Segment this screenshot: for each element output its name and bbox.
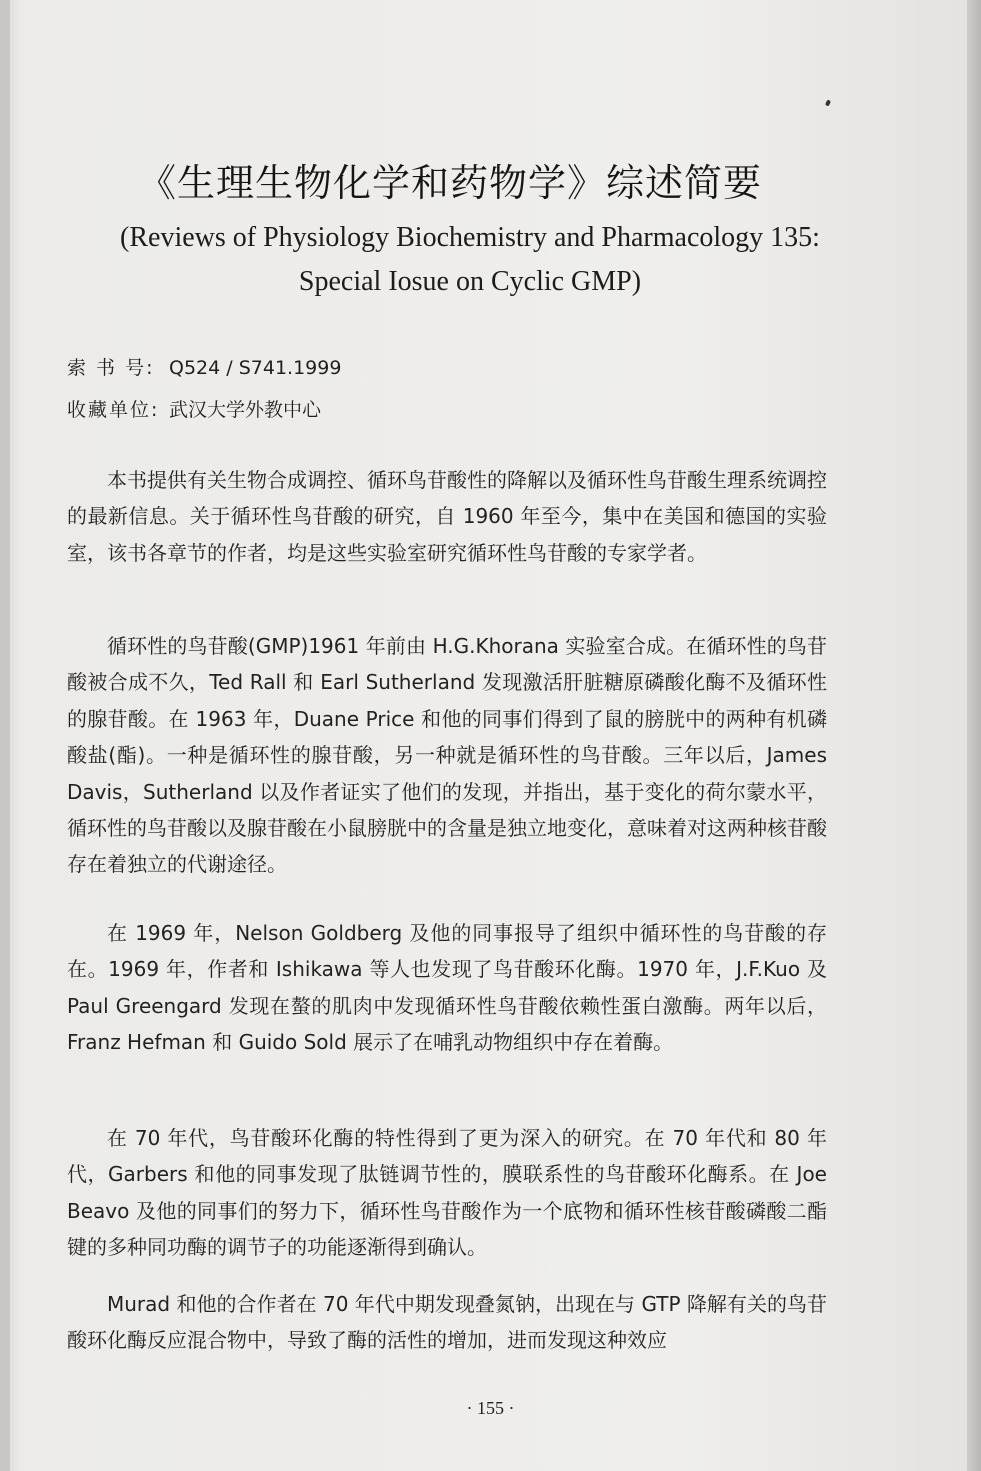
paragraph-1: 本书提供有关生物合成调控、循环鸟苷酸性的降解以及循环性鸟苷酸生理系统调控的最新信息。关于循环性鸟苷酸的研究，自 1960 年至今，集中在美国和德国的实验室，该书各章节的作者，均是这些实验室研究循环性鸟苷酸的专家学者。 xyxy=(67,468,827,565)
paragraph-2: 循环性的鸟苷酸(GMP)1961 年前由 H.G.Khorana 实验室合成。在循环性的鸟苷酸被合成不久，Ted Rall 和 Earl Sutherland 发现激活肝脏糖原磷酸化酶不及循环性的腺苷酸。在 1963 年，Duane Price 和他的同事们得到了鼠的膀胱中的两种有机磷酸盐(酯)。一种是循环性的腺苷酸，另一种就是循环性的鸟苷酸。三年以后，James Davis，Sutherland 以及作者证实了他们的发现，并指出，基于变化的荷尔蒙水平，循环性的鸟苷酸以及腺苷酸在小鼠膀胱中的含量是独立地变化，意味着对这两种核苷酸存在着独立的代谢途径。 xyxy=(67,634,827,877)
paragraph-5: Murad 和他的合作者在 70 年代中期发现叠氮钠，出现在与 GTP 降解有关的鸟苷酸环化酶反应混合物中，导致了酶的活性的增加，进而发现这种效应 xyxy=(67,1292,827,1353)
chinese-title: 《生理生物化学和药物学》综述简要 xyxy=(137,161,762,205)
collection-row xyxy=(67,395,321,422)
call-number-label: 索 书 号: xyxy=(67,357,155,379)
binding-shadow xyxy=(0,0,10,1471)
collection-value: 武汉大学外教中心 xyxy=(169,399,322,421)
page-number: · 155 · xyxy=(466,1398,515,1418)
collection-label: 收藏单位: xyxy=(67,399,160,421)
english-title xyxy=(20,216,920,304)
paragraph-3: 在 1969 年，Nelson Goldberg 及他的同事报导了组织中循环性的鸟苷酸的存在。1969 年，作者和 Ishikawa 等人也发现了鸟苷酸环化酶。1970 年，J.F.Kuo 及 Paul Greengard 发现在螯的肌肉中发现循环性鸟苷酸依赖性蛋白激酶。两年以后，Franz Hefman 和 Guido Sold 展示了在哺乳动物组织中存在着酶。 xyxy=(67,921,827,1055)
ink-speck xyxy=(825,99,831,106)
english-title-line-2: Special Iosue on Cyclic GMP) xyxy=(298,266,642,297)
page-edge-shadow xyxy=(967,0,981,1471)
call-number-row xyxy=(67,353,341,380)
english-title-line-1: (Reviews of Physiology Biochemistry and Pharmacology 135: xyxy=(120,222,820,253)
paragraph-4: 在 70 年代，鸟苷酸环化酶的特性得到了更为深入的研究。在 70 年代和 80 年代，Garbers 和他的同事发现了肽链调节性的，膜联系性的鸟苷酸环化酶系。在 Joe Beavo 及他的同事们的努力下，循环性鸟苷酸作为一个底物和循环性核苷酸磷酸二酯键的多种同功酶的调节子的功能逐渐得到确认。 xyxy=(67,1126,827,1260)
call-number-value: Q524 / S741.1999 xyxy=(169,357,342,379)
